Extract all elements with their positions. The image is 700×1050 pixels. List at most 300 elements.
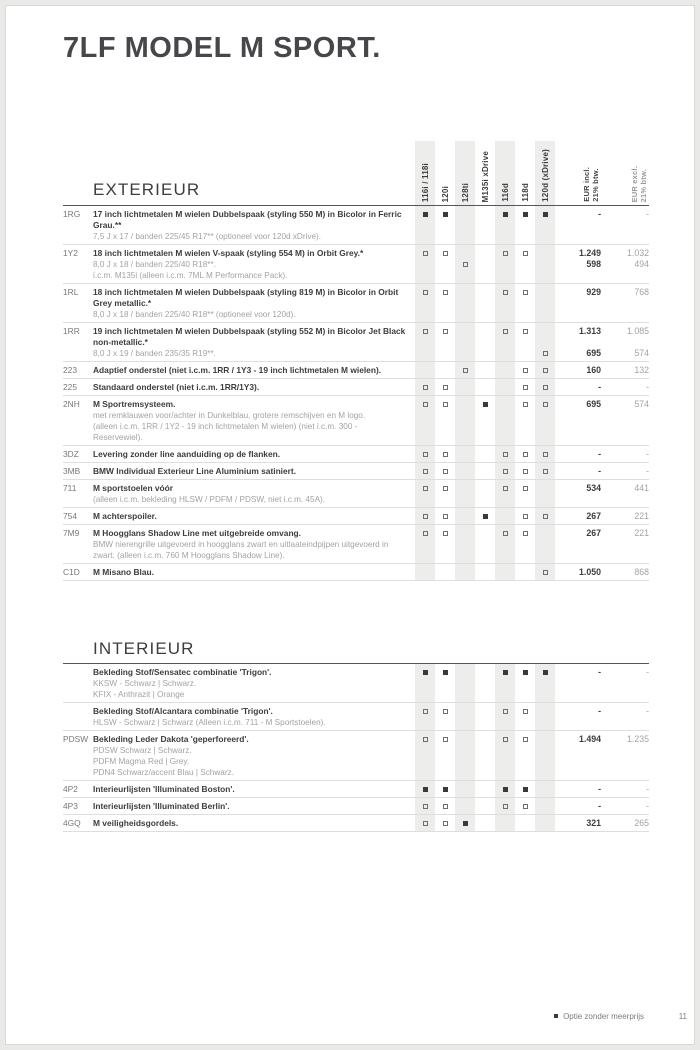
price-excl-btw: 265 <box>634 818 649 828</box>
model-option-cell <box>475 689 495 700</box>
row-line <box>93 348 649 359</box>
model-option-cell <box>455 309 475 320</box>
model-option-cell <box>535 421 555 443</box>
model-option-cell <box>455 399 475 410</box>
footer-legend-text: Optie zonder meerprijs <box>563 1012 644 1021</box>
model-option-cell <box>495 818 515 829</box>
optional-option-marker <box>423 452 428 457</box>
model-option-cells <box>415 231 555 242</box>
row-line <box>93 382 649 393</box>
model-option-cells <box>415 756 555 767</box>
optional-option-marker <box>423 821 428 826</box>
model-option-cell <box>455 734 475 745</box>
section-title: INTERIEUR <box>93 639 195 658</box>
model-option-cell <box>435 678 455 689</box>
model-option-cell <box>415 756 435 767</box>
model-column-header <box>535 143 555 202</box>
model-option-cell <box>535 326 555 348</box>
page-number: 11 <box>678 1012 687 1021</box>
model-option-cell <box>475 706 495 717</box>
model-option-cell <box>475 449 495 460</box>
model-option-cell <box>495 483 515 494</box>
model-option-cell <box>535 231 555 242</box>
optional-option-marker <box>503 737 508 742</box>
optional-option-marker <box>543 452 548 457</box>
model-option-cell <box>495 734 515 745</box>
model-option-cell <box>455 365 475 376</box>
model-option-cell <box>475 528 495 539</box>
model-option-cell <box>455 259 475 270</box>
model-option-cell <box>535 528 555 539</box>
model-option-cell <box>415 348 435 359</box>
price-excl-btw: 1.235 <box>626 734 649 744</box>
standard-option-marker <box>523 670 528 675</box>
table-row <box>63 508 649 525</box>
model-option-cell <box>435 511 455 522</box>
model-option-cell <box>415 231 435 242</box>
price-incl-btw: - <box>598 784 601 794</box>
price-excl-btw: - <box>646 784 649 794</box>
row-code: 4P2 <box>63 784 78 794</box>
row-line <box>93 231 649 242</box>
optional-option-marker <box>423 329 428 334</box>
optional-option-marker <box>523 251 528 256</box>
option-description: 8,0 J x 18 / banden 225/40 R18** (optioneel voor 120d). <box>93 310 296 319</box>
model-option-cell <box>475 494 495 505</box>
model-option-cell <box>415 667 435 678</box>
model-option-cell <box>415 365 435 376</box>
model-option-cells <box>415 539 555 561</box>
model-option-cells <box>415 745 555 756</box>
optional-option-marker <box>443 402 448 407</box>
section-title: EXTERIEUR <box>93 180 201 199</box>
table-row <box>63 206 649 245</box>
model-option-cells <box>415 689 555 700</box>
model-option-cell <box>435 309 455 320</box>
row-line <box>93 528 649 539</box>
table-row <box>63 396 649 446</box>
model-option-cell <box>495 494 515 505</box>
model-option-cell <box>415 567 435 578</box>
model-option-cell <box>515 717 535 728</box>
model-option-cell <box>435 734 455 745</box>
model-option-cell <box>435 539 455 561</box>
model-option-cell <box>435 494 455 505</box>
model-option-cell <box>495 209 515 231</box>
optional-option-marker <box>443 469 448 474</box>
model-option-cell <box>455 348 475 359</box>
model-option-cell <box>475 399 495 410</box>
price-excl-btw <box>601 678 649 689</box>
model-option-cell <box>515 689 535 700</box>
model-option-cell <box>515 483 535 494</box>
option-description: 17 inch lichtmetalen M wielen Dubbelspaak (styling 550 M) in Bicolor in Ferric Grau.** <box>93 209 402 230</box>
model-option-cell <box>495 528 515 539</box>
optional-option-marker <box>503 251 508 256</box>
row-code: 711 <box>63 483 77 493</box>
price-excl-btw: - <box>646 449 649 459</box>
option-description: Interieurlijsten 'Illuminated Boston'. <box>93 784 235 794</box>
model-option-cell <box>475 326 495 348</box>
option-description: KKSW - Schwarz | Schwarz. <box>93 679 197 688</box>
model-option-cells <box>415 309 555 320</box>
model-option-cell <box>535 309 555 320</box>
model-option-cells <box>415 326 555 348</box>
price-incl-btw: - <box>598 667 601 677</box>
price-excl-btw <box>601 421 649 443</box>
row-line <box>93 756 649 767</box>
price-excl-btw: 132 <box>634 365 649 375</box>
model-option-cell <box>435 667 455 678</box>
model-option-cell <box>535 706 555 717</box>
model-option-cell <box>475 756 495 767</box>
model-option-cell <box>475 539 495 561</box>
option-description: Bekleding Stof/Sensatec combinatie 'Trigon'. <box>93 667 272 677</box>
model-option-cell <box>535 539 555 561</box>
price-incl-btw <box>555 678 601 689</box>
row-line <box>93 309 649 320</box>
model-option-cell <box>455 717 475 728</box>
model-option-cell <box>535 667 555 678</box>
model-option-cell <box>495 466 515 477</box>
optional-option-marker <box>543 469 548 474</box>
model-option-cell <box>415 784 435 795</box>
model-option-cell <box>495 667 515 678</box>
row-lines <box>93 326 649 359</box>
model-option-cells <box>415 382 555 393</box>
option-description: BMW Individual Exterieur Line Aluminium satiniert. <box>93 466 297 476</box>
optional-option-marker <box>503 290 508 295</box>
row-line <box>93 421 649 443</box>
optional-option-marker <box>443 329 448 334</box>
model-option-cell <box>535 365 555 376</box>
model-option-cell <box>435 528 455 539</box>
model-option-cell <box>435 567 455 578</box>
row-line <box>93 818 649 829</box>
model-option-cell <box>415 209 435 231</box>
model-option-cell <box>515 667 535 678</box>
model-option-cell <box>515 466 535 477</box>
model-option-cell <box>495 767 515 778</box>
model-option-cell <box>515 734 535 745</box>
optional-option-marker <box>503 452 508 457</box>
optional-option-marker <box>443 452 448 457</box>
optional-option-marker <box>503 709 508 714</box>
model-option-cell <box>455 567 475 578</box>
model-option-cell <box>435 784 455 795</box>
price-excl-btw <box>601 494 649 505</box>
model-option-cell <box>515 231 535 242</box>
standard-option-marker <box>503 670 508 675</box>
optional-option-marker <box>543 402 548 407</box>
price-incl-btw: 1.249 <box>578 248 601 258</box>
optional-option-marker <box>503 531 508 536</box>
model-option-cell <box>415 494 435 505</box>
model-option-cell <box>515 270 535 281</box>
model-option-cells <box>415 287 555 309</box>
standard-option-marker <box>423 670 428 675</box>
optional-option-marker <box>423 531 428 536</box>
model-option-cell <box>495 399 515 410</box>
model-option-cell <box>515 382 535 393</box>
option-description: Interieurlijsten 'Illuminated Berlin'. <box>93 801 230 811</box>
price-incl-btw: 1.050 <box>578 567 601 577</box>
model-option-cell <box>475 818 495 829</box>
model-option-cell <box>515 399 535 410</box>
page-title: 7LF MODEL M SPORT. <box>63 32 381 64</box>
optional-option-marker <box>543 570 548 575</box>
price-excl-btw: - <box>646 382 649 392</box>
standard-option-marker <box>423 212 428 217</box>
price-incl-btw: 1.313 <box>578 326 601 336</box>
model-option-cells <box>415 567 555 578</box>
optional-option-marker <box>423 251 428 256</box>
model-option-cell <box>475 382 495 393</box>
model-option-cell <box>455 784 475 795</box>
price-incl-btw <box>555 231 601 242</box>
price-incl-btw: - <box>598 209 601 219</box>
row-line <box>93 483 649 494</box>
model-option-cell <box>475 784 495 795</box>
model-option-cells <box>415 706 555 717</box>
model-option-cell <box>515 745 535 756</box>
price-incl-btw <box>555 309 601 320</box>
row-lines <box>93 209 649 242</box>
optional-option-marker <box>503 329 508 334</box>
model-option-cell <box>515 209 535 231</box>
model-option-cell <box>455 818 475 829</box>
price-incl-btw <box>555 421 601 443</box>
model-option-cell <box>475 248 495 259</box>
standard-option-marker <box>443 670 448 675</box>
optional-option-marker <box>423 804 428 809</box>
model-option-cells <box>415 734 555 745</box>
model-option-cell <box>535 784 555 795</box>
table-row <box>63 463 649 480</box>
model-option-cell <box>535 734 555 745</box>
model-option-cell <box>535 767 555 778</box>
option-description: 8,0 J x 18 / banden 225/40 R18**. <box>93 260 216 269</box>
optional-option-marker <box>443 737 448 742</box>
row-line <box>93 511 649 522</box>
model-option-cell <box>515 767 535 778</box>
model-option-cell <box>475 678 495 689</box>
model-option-cell <box>415 539 435 561</box>
optional-option-marker <box>523 737 528 742</box>
model-option-cell <box>415 399 435 410</box>
model-option-cell <box>415 270 435 281</box>
model-option-cell <box>415 706 435 717</box>
model-option-cell <box>475 466 495 477</box>
price-excl-btw: 221 <box>634 511 649 521</box>
model-option-cell <box>415 818 435 829</box>
row-code <box>63 667 93 700</box>
row-code: 3MB <box>63 466 81 476</box>
row-code: 223 <box>63 365 77 375</box>
option-description: 8,0 J x 19 / banden 235/35 R19**. <box>93 349 216 358</box>
price-incl-btw: - <box>598 382 601 392</box>
model-option-cell <box>475 483 495 494</box>
model-option-cell <box>475 259 495 270</box>
model-option-cell <box>535 678 555 689</box>
standard-option-marker <box>503 212 508 217</box>
row-lines <box>93 818 649 829</box>
model-option-cell <box>495 287 515 309</box>
price-incl-btw <box>555 767 601 778</box>
option-description: Adaptief onderstel (niet i.c.m. 1RR / 1Y3 - 19 inch lichtmetalen M wielen). <box>93 365 382 375</box>
table-row <box>63 245 649 284</box>
model-option-cell <box>515 326 535 348</box>
price-incl-btw: - <box>598 706 601 716</box>
row-line <box>93 259 649 270</box>
price-excl-btw: 868 <box>634 567 649 577</box>
optional-option-marker <box>543 514 548 519</box>
column-header-band <box>63 141 649 206</box>
model-option-cells <box>415 667 555 678</box>
table-row <box>63 323 649 362</box>
row-line <box>93 466 649 477</box>
row-line <box>93 678 649 689</box>
standard-option-marker <box>443 212 448 217</box>
optional-option-marker <box>443 251 448 256</box>
row-code: C1D <box>63 567 80 577</box>
price-excl-btw: 494 <box>634 259 649 269</box>
price-excl-btw: - <box>646 466 649 476</box>
price-excl-btw: 768 <box>634 287 649 297</box>
row-lines <box>93 382 649 393</box>
option-description: M sportstoelen vóór <box>93 483 174 493</box>
model-option-cells <box>415 767 555 778</box>
model-option-cell <box>455 678 475 689</box>
model-option-cell <box>475 287 495 309</box>
row-code: 1RR <box>63 326 80 336</box>
model-option-cell <box>435 801 455 812</box>
row-lines <box>93 287 649 320</box>
model-option-cell <box>495 784 515 795</box>
price-incl-btw: 321 <box>586 818 601 828</box>
optional-option-marker <box>523 385 528 390</box>
model-option-cell <box>415 767 435 778</box>
model-option-cell <box>455 767 475 778</box>
model-option-cell <box>415 801 435 812</box>
option-description: 18 inch lichtmetalen M wielen Dubbelspaak (styling 819 M) in Bicolor in Orbit Grey metallic.* <box>93 287 399 308</box>
model-option-cell <box>435 689 455 700</box>
model-option-cell <box>415 248 435 259</box>
optional-option-marker <box>523 290 528 295</box>
model-option-cell <box>535 567 555 578</box>
row-code: 225 <box>63 382 77 392</box>
model-option-cell <box>495 511 515 522</box>
model-option-cell <box>515 259 535 270</box>
row-line <box>93 667 649 678</box>
option-description: Bekleding Stof/Alcantara combinatie 'Trigon'. <box>93 706 273 716</box>
row-lines <box>93 449 649 460</box>
model-option-cell <box>535 818 555 829</box>
price-excl-btw: - <box>646 209 649 219</box>
optional-option-marker <box>503 804 508 809</box>
model-option-cell <box>475 410 495 421</box>
filled-square-icon <box>554 1014 558 1018</box>
model-option-cell <box>435 231 455 242</box>
model-option-cell <box>415 421 435 443</box>
model-column-header <box>415 143 435 202</box>
model-option-cell <box>415 528 435 539</box>
optional-option-marker <box>503 486 508 491</box>
model-option-cell <box>535 259 555 270</box>
model-option-cells <box>415 801 555 812</box>
optional-option-marker <box>443 486 448 491</box>
row-line <box>93 784 649 795</box>
model-option-cell <box>415 287 435 309</box>
model-option-cell <box>495 365 515 376</box>
option-description: BMW nierengrille uitgevoerd in hoogglans zwart en uitlaateindpijpen uitgevoerd in zwart. (alleen i.c.m. 760 M Hoogglans Shadow Line). <box>93 540 389 560</box>
price-incl-btw: 160 <box>586 365 601 375</box>
model-option-cell <box>415 734 435 745</box>
optional-option-marker <box>443 709 448 714</box>
model-option-cell <box>515 309 535 320</box>
model-option-cells <box>415 365 555 376</box>
price-excl-btw <box>601 745 649 756</box>
optional-option-marker <box>523 329 528 334</box>
document-page <box>5 5 695 1045</box>
model-option-cell <box>535 466 555 477</box>
model-option-cell <box>495 801 515 812</box>
model-option-cell <box>515 801 535 812</box>
model-option-cell <box>435 745 455 756</box>
model-option-cell <box>415 449 435 460</box>
price-excl-btw <box>601 756 649 767</box>
model-option-cell <box>455 449 475 460</box>
model-option-cell <box>515 421 535 443</box>
model-option-cells <box>415 399 555 410</box>
optional-option-marker <box>463 262 468 267</box>
optional-option-marker <box>443 821 448 826</box>
model-option-cell <box>515 528 535 539</box>
optional-option-marker <box>523 531 528 536</box>
row-line <box>93 706 649 717</box>
price-incl-btw: 267 <box>586 511 601 521</box>
model-option-cell <box>515 678 535 689</box>
option-description: HLSW - Schwarz | Schwarz (Alleen i.c.m. 711 - M Sportstoelen). <box>93 718 326 727</box>
price-excl-btw: 574 <box>634 399 649 409</box>
model-column-label: 120d (xDrive) <box>540 149 550 202</box>
price-incl-btw: 267 <box>586 528 601 538</box>
model-column-header <box>515 143 535 202</box>
price-incl-btw: 929 <box>586 287 601 297</box>
price-column-header <box>555 143 601 202</box>
option-description: Standaard onderstel (niet i.c.m. 1RR/1Y3). <box>93 382 260 392</box>
row-line <box>93 717 649 728</box>
model-option-cell <box>515 567 535 578</box>
model-option-cell <box>475 209 495 231</box>
row-lines <box>93 528 649 561</box>
model-option-cells <box>415 209 555 231</box>
model-option-cell <box>495 717 515 728</box>
model-option-cell <box>515 494 535 505</box>
table-rows <box>63 664 649 832</box>
model-option-cell <box>495 756 515 767</box>
model-option-cell <box>475 270 495 281</box>
model-option-cell <box>435 248 455 259</box>
model-option-cell <box>515 365 535 376</box>
model-option-cell <box>515 287 535 309</box>
model-option-cells <box>415 483 555 494</box>
model-option-cell <box>535 382 555 393</box>
optional-option-marker <box>523 486 528 491</box>
row-line <box>93 689 649 700</box>
model-option-cell <box>535 410 555 421</box>
table-row <box>63 480 649 508</box>
